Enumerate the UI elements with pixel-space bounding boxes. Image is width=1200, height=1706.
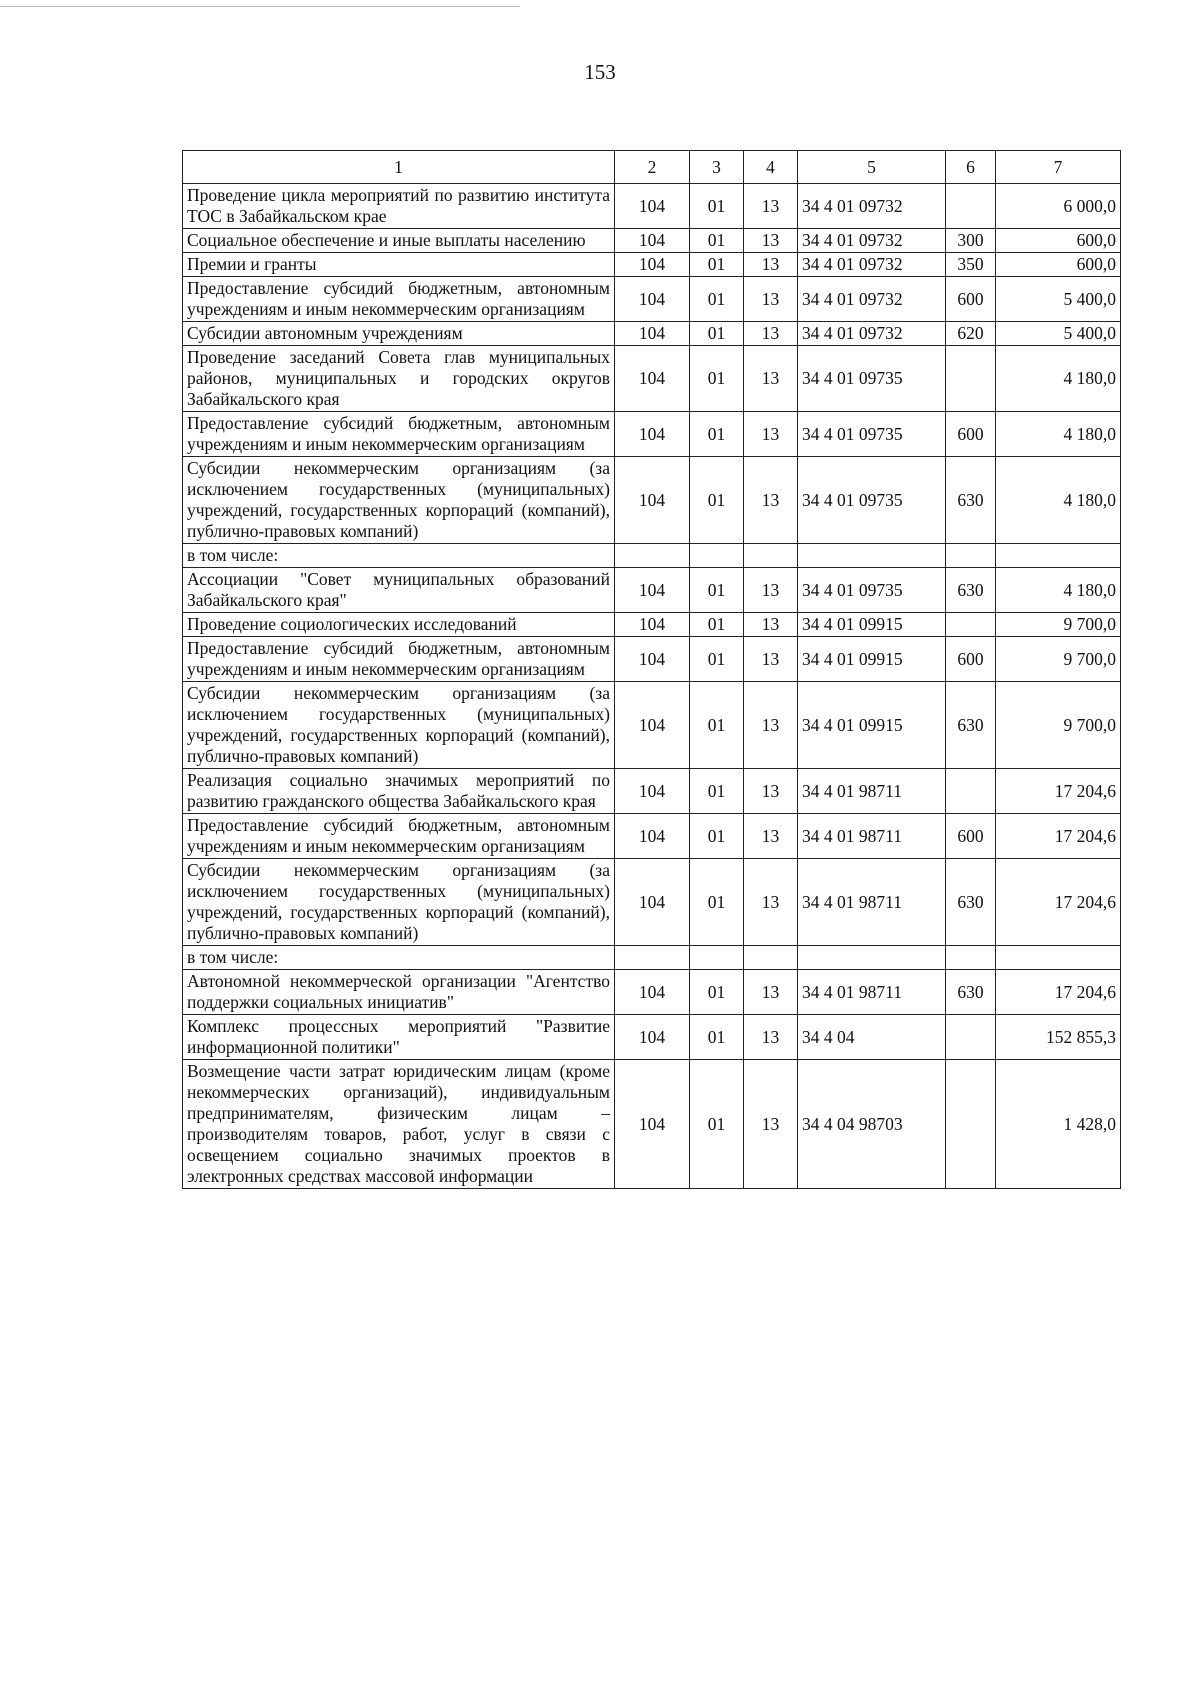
row-amount-cell: 1 428,0 xyxy=(996,1060,1121,1189)
row-subsection-code-cell: 01 xyxy=(690,346,744,412)
table-row xyxy=(183,946,1121,970)
row-subsection-code-cell: 13 xyxy=(744,457,798,544)
row-amount-cell: 17 204,6 xyxy=(996,970,1121,1015)
row-name-cell: Проведение цикла мероприятий по развитию института ТОС в Забайкальском крае xyxy=(183,184,615,229)
table-row xyxy=(183,1015,1121,1060)
row-name-cell: Возмещение части затрат юридическим лицам (кроме некоммерческих организаций), индивидуальным предпринимателям, физическим лицам – производителям товаров, работ, услуг в связи с освещением социально значимых проектов в электронных средствах массовой информации xyxy=(183,1060,615,1189)
row-section-code-cell: 104 xyxy=(615,682,690,769)
row-amount-cell xyxy=(996,946,1121,970)
row-expense-type-cell xyxy=(946,346,996,412)
table-row xyxy=(183,253,1121,277)
row-section-code-cell: 104 xyxy=(615,322,690,346)
row-amount-cell: 600,0 xyxy=(996,253,1121,277)
row-name-cell: Предоставление субсидий бюджетным, автономным учреждениям и иным некоммерческим организациям xyxy=(183,277,615,322)
header-row xyxy=(183,151,1121,184)
row-amount-cell: 4 180,0 xyxy=(996,457,1121,544)
row-amount-cell: 4 180,0 xyxy=(996,346,1121,412)
row-expense-type-cell: 630 xyxy=(946,859,996,946)
table-row xyxy=(183,970,1121,1015)
row-amount-cell: 17 204,6 xyxy=(996,769,1121,814)
row-name-cell: Предоставление субсидий бюджетным, автономным учреждениям и иным некоммерческим организациям xyxy=(183,637,615,682)
row-amount-cell: 9 700,0 xyxy=(996,682,1121,769)
row-subsection-code-cell: 13 xyxy=(744,682,798,769)
row-subsection-code-cell xyxy=(744,946,798,970)
row-section-code-cell: 104 xyxy=(615,814,690,859)
row-expense-type-cell xyxy=(946,544,996,568)
row-expense-type-cell: 630 xyxy=(946,682,996,769)
row-section-code-cell: 104 xyxy=(615,346,690,412)
row-subsection-code-cell: 01 xyxy=(690,184,744,229)
row-subsection-code-cell: 01 xyxy=(690,814,744,859)
row-expense-type-cell: 350 xyxy=(946,253,996,277)
row-section-code-cell: 104 xyxy=(615,613,690,637)
row-target-article-cell: 34 4 01 98711 xyxy=(798,970,946,1015)
row-target-article-cell: 34 4 01 98711 xyxy=(798,769,946,814)
row-subsection-code-cell: 13 xyxy=(744,637,798,682)
row-name-cell: Проведение социологических исследований xyxy=(183,613,615,637)
row-name-cell: в том числе: xyxy=(183,946,615,970)
table-row xyxy=(183,346,1121,412)
row-section-code-cell: 104 xyxy=(615,253,690,277)
row-name-cell: в том числе: xyxy=(183,544,615,568)
row-amount-cell: 4 180,0 xyxy=(996,412,1121,457)
row-amount-cell: 5 400,0 xyxy=(996,322,1121,346)
row-name-cell: Субсидии некоммерческим организациям (за исключением государственных (муниципальных) учреждений, государственных корпораций (компаний), публично-правовых компаний) xyxy=(183,682,615,769)
table-row xyxy=(183,184,1121,229)
row-section-code-cell xyxy=(615,946,690,970)
row-subsection-code-cell xyxy=(690,946,744,970)
row-subsection-code-cell: 13 xyxy=(744,769,798,814)
row-amount-cell: 5 400,0 xyxy=(996,277,1121,322)
row-target-article-cell: 34 4 01 09732 xyxy=(798,277,946,322)
row-subsection-code-cell: 13 xyxy=(744,346,798,412)
page-number: 153 xyxy=(584,60,616,84)
row-expense-type-cell: 300 xyxy=(946,229,996,253)
row-subsection-code-cell: 01 xyxy=(690,568,744,613)
row-target-article-cell: 34 4 01 09915 xyxy=(798,613,946,637)
row-subsection-code-cell: 01 xyxy=(690,229,744,253)
row-target-article-cell xyxy=(798,946,946,970)
row-subsection-code-cell: 01 xyxy=(690,613,744,637)
row-subsection-code-cell: 01 xyxy=(690,637,744,682)
row-subsection-code-cell: 13 xyxy=(744,322,798,346)
row-subsection-code-cell: 01 xyxy=(690,253,744,277)
row-section-code-cell: 104 xyxy=(615,184,690,229)
row-expense-type-cell: 600 xyxy=(946,814,996,859)
row-name-cell: Автономной некоммерческой организации "Агентство поддержки социальных инициатив" xyxy=(183,970,615,1015)
row-section-code-cell: 104 xyxy=(615,412,690,457)
row-target-article-cell: 34 4 01 98711 xyxy=(798,859,946,946)
row-target-article-cell xyxy=(798,544,946,568)
row-amount-cell: 17 204,6 xyxy=(996,814,1121,859)
table-row xyxy=(183,769,1121,814)
header-cell: 5 xyxy=(798,151,946,184)
row-amount-cell: 4 180,0 xyxy=(996,568,1121,613)
row-subsection-code-cell: 13 xyxy=(744,1060,798,1189)
row-subsection-code-cell: 01 xyxy=(690,682,744,769)
row-subsection-code-cell: 13 xyxy=(744,277,798,322)
row-expense-type-cell: 600 xyxy=(946,637,996,682)
row-amount-cell xyxy=(996,544,1121,568)
row-amount-cell: 17 204,6 xyxy=(996,859,1121,946)
row-section-code-cell: 104 xyxy=(615,1015,690,1060)
row-subsection-code-cell: 13 xyxy=(744,970,798,1015)
row-expense-type-cell: 600 xyxy=(946,412,996,457)
row-section-code-cell: 104 xyxy=(615,457,690,544)
table-row xyxy=(183,859,1121,946)
row-expense-type-cell xyxy=(946,1060,996,1189)
row-section-code-cell: 104 xyxy=(615,769,690,814)
row-subsection-code-cell xyxy=(744,544,798,568)
row-name-cell: Проведение заседаний Совета глав муниципальных районов, муниципальных и городских округов Забайкальского края xyxy=(183,346,615,412)
table-row xyxy=(183,613,1121,637)
row-expense-type-cell xyxy=(946,946,996,970)
row-section-code-cell: 104 xyxy=(615,568,690,613)
table-row xyxy=(183,322,1121,346)
row-expense-type-cell xyxy=(946,184,996,229)
row-section-code-cell: 104 xyxy=(615,229,690,253)
row-name-cell: Субсидии некоммерческим организациям (за исключением государственных (муниципальных) учреждений, государственных корпораций (компаний), публично-правовых компаний) xyxy=(183,457,615,544)
row-name-cell: Предоставление субсидий бюджетным, автономным учреждениям и иным некоммерческим организациям xyxy=(183,814,615,859)
row-subsection-code-cell: 01 xyxy=(690,970,744,1015)
row-subsection-code-cell: 13 xyxy=(744,253,798,277)
table-row xyxy=(183,544,1121,568)
budget-table xyxy=(182,150,1121,1189)
table-row xyxy=(183,637,1121,682)
table-row xyxy=(183,277,1121,322)
row-section-code-cell: 104 xyxy=(615,970,690,1015)
scan-edge-line xyxy=(0,6,520,7)
row-subsection-code-cell: 13 xyxy=(744,613,798,637)
row-section-code-cell: 104 xyxy=(615,637,690,682)
row-subsection-code-cell: 13 xyxy=(744,1015,798,1060)
row-target-article-cell: 34 4 01 09735 xyxy=(798,568,946,613)
table-row xyxy=(183,229,1121,253)
row-subsection-code-cell: 13 xyxy=(744,229,798,253)
table-row xyxy=(183,457,1121,544)
header-cell: 4 xyxy=(744,151,798,184)
row-subsection-code-cell: 01 xyxy=(690,1015,744,1060)
row-subsection-code-cell: 01 xyxy=(690,769,744,814)
row-name-cell: Комплекс процессных мероприятий "Развитие информационной политики" xyxy=(183,1015,615,1060)
row-target-article-cell: 34 4 01 09735 xyxy=(798,346,946,412)
header-cell: 6 xyxy=(946,151,996,184)
row-subsection-code-cell xyxy=(690,544,744,568)
row-target-article-cell: 34 4 04 xyxy=(798,1015,946,1060)
row-section-code-cell: 104 xyxy=(615,277,690,322)
row-target-article-cell: 34 4 01 98711 xyxy=(798,814,946,859)
row-target-article-cell: 34 4 01 09732 xyxy=(798,253,946,277)
row-name-cell: Реализация социально значимых мероприятий по развитию гражданского общества Забайкальского края xyxy=(183,769,615,814)
row-expense-type-cell xyxy=(946,1015,996,1060)
row-amount-cell: 6 000,0 xyxy=(996,184,1121,229)
row-name-cell: Премии и гранты xyxy=(183,253,615,277)
table-row xyxy=(183,568,1121,613)
row-subsection-code-cell: 01 xyxy=(690,322,744,346)
header-cell: 2 xyxy=(615,151,690,184)
row-subsection-code-cell: 13 xyxy=(744,859,798,946)
row-name-cell: Субсидии некоммерческим организациям (за исключением государственных (муниципальных) учреждений, государственных корпораций (компаний), публично-правовых компаний) xyxy=(183,859,615,946)
row-expense-type-cell xyxy=(946,769,996,814)
header-cell: 3 xyxy=(690,151,744,184)
row-subsection-code-cell: 13 xyxy=(744,412,798,457)
row-amount-cell: 9 700,0 xyxy=(996,637,1121,682)
header-cell: 7 xyxy=(996,151,1121,184)
row-name-cell: Субсидии автономным учреждениям xyxy=(183,322,615,346)
row-target-article-cell: 34 4 01 09915 xyxy=(798,682,946,769)
row-subsection-code-cell: 13 xyxy=(744,814,798,859)
table-row xyxy=(183,682,1121,769)
row-expense-type-cell: 630 xyxy=(946,970,996,1015)
table-row xyxy=(183,412,1121,457)
row-section-code-cell: 104 xyxy=(615,1060,690,1189)
row-target-article-cell: 34 4 01 09732 xyxy=(798,184,946,229)
row-expense-type-cell: 630 xyxy=(946,457,996,544)
row-expense-type-cell xyxy=(946,613,996,637)
row-target-article-cell: 34 4 01 09735 xyxy=(798,457,946,544)
row-target-article-cell: 34 4 01 09735 xyxy=(798,412,946,457)
row-subsection-code-cell: 13 xyxy=(744,184,798,229)
row-section-code-cell xyxy=(615,544,690,568)
row-expense-type-cell: 620 xyxy=(946,322,996,346)
row-target-article-cell: 34 4 01 09732 xyxy=(798,322,946,346)
row-amount-cell: 600,0 xyxy=(996,229,1121,253)
row-target-article-cell: 34 4 01 09732 xyxy=(798,229,946,253)
row-subsection-code-cell: 01 xyxy=(690,412,744,457)
row-name-cell: Социальное обеспечение и иные выплаты населению xyxy=(183,229,615,253)
row-expense-type-cell: 630 xyxy=(946,568,996,613)
row-subsection-code-cell: 01 xyxy=(690,859,744,946)
row-amount-cell: 152 855,3 xyxy=(996,1015,1121,1060)
row-name-cell: Предоставление субсидий бюджетным, автономным учреждениям и иным некоммерческим организациям xyxy=(183,412,615,457)
row-section-code-cell: 104 xyxy=(615,859,690,946)
row-subsection-code-cell: 01 xyxy=(690,457,744,544)
row-subsection-code-cell: 01 xyxy=(690,277,744,322)
row-target-article-cell: 34 4 01 09915 xyxy=(798,637,946,682)
row-amount-cell: 9 700,0 xyxy=(996,613,1121,637)
table-row xyxy=(183,1060,1121,1189)
row-subsection-code-cell: 13 xyxy=(744,568,798,613)
header-cell: 1 xyxy=(183,151,615,184)
row-expense-type-cell: 600 xyxy=(946,277,996,322)
row-name-cell: Ассоциации "Совет муниципальных образований Забайкальского края" xyxy=(183,568,615,613)
table-row xyxy=(183,814,1121,859)
row-target-article-cell: 34 4 04 98703 xyxy=(798,1060,946,1189)
row-subsection-code-cell: 01 xyxy=(690,1060,744,1189)
